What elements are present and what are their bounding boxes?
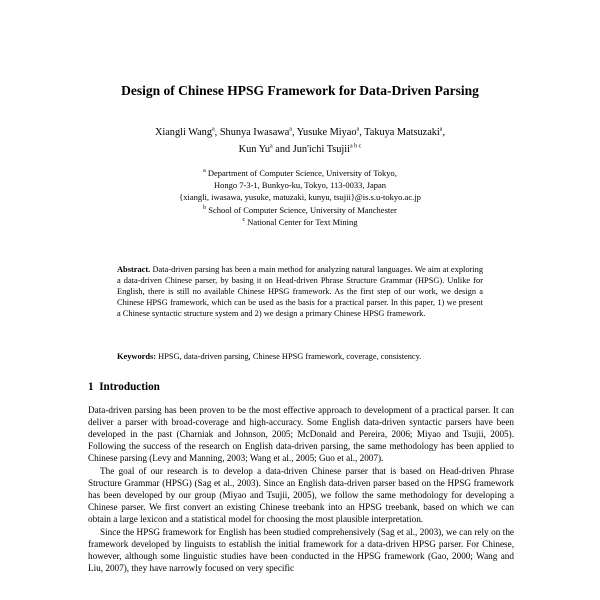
author-affiliation-mark: a: [270, 143, 273, 150]
affiliation-c: [0, 216, 600, 228]
affiliation-mark: c: [242, 216, 246, 223]
section-title: Introduction: [99, 381, 160, 393]
author-affiliation-mark: a: [211, 126, 215, 133]
author-separator: ,: [359, 127, 362, 138]
abstract-label: Abstract.: [117, 265, 151, 274]
abstract-text: Data-driven parsing has been a main method for analyzing natural languages. We aim at exploring a data-driven Chinese parser, by basing it on Head-driven Phrase Structure Grammar (HPSG). Unlike for English, there is still no available Chinese HPSG framework. As the first step of our work, we design a Chinese HPSG framework, which can be used as the basis for a practical parser. In this paper, 1) we present a Chinese syntactic structure system and 2) we design a primary Chinese HPSG framework.: [117, 265, 484, 319]
affiliation-text: National Center for Text Mining: [247, 216, 358, 227]
paragraph: Data-driven parsing has been proven to be the most effective approach to development of a practical parser. It can deliver a parser with broad-coverage and high-accuracy. Some English data-driven syntactic parsers have been developed in the past (Charniak and Johnson, 2005; McDonald and Pereira, 2006; Miyao and Tsujii, 2005). Following the success of the research on English data-driven parsing, the same methodology has been applied to Chinese parsing (Levy and Manning, 2003; Wang et al., 2005; Guo et al., 2007).: [88, 405, 514, 463]
affiliation-text: Department of Computer Science, University of Tokyo,: [207, 168, 397, 178]
author-name: Jun'ichi Tsujii: [292, 144, 351, 155]
affiliation-a: [0, 167, 600, 179]
keywords-label: Keywords:: [117, 352, 157, 361]
affiliation-address: Hongo 7-3-1, Bunkyo-ku, Tokyo, 113-0033, Japan: [214, 180, 386, 191]
author-affiliation-mark: a b c: [350, 143, 362, 150]
author-conjunction: and: [275, 144, 291, 155]
author-separator: ,: [214, 127, 218, 138]
paragraph: Since the HPSG framework for English has been studied comprehensively (Sag et al., 2003), we can rely on the framework developed by linguists to establish the initial framework for a data-driven HPSG parser. For Chinese, however, although some linguistic studies have been conducted in the HPSG framework (Gao, 2000; Wang and Liu, 2007), they have narrowly focused on very specific: [88, 527, 514, 573]
section-heading: [88, 381, 160, 393]
affiliation-text: School of Computer Science, University of Manchester: [208, 204, 397, 215]
author-line-1: [0, 124, 600, 141]
author-name: Kun Yu: [238, 144, 271, 155]
author-separator: ,: [291, 127, 295, 138]
author-name: Takuya Matsuzaki: [364, 127, 440, 138]
author-affiliation-mark: a: [356, 126, 360, 133]
affiliation-emails: {xiangli, iwasawa, yusuke, matuzaki, kunyu, tsujii}@is.s.u-tokyo.ac.jp: [179, 192, 421, 203]
affiliation-b: [0, 204, 600, 216]
author-list: [0, 124, 600, 158]
author-name: Shunya Iwasawa: [219, 127, 290, 138]
keywords-text: HPSG, data-driven parsing, Chinese HPSG framework, coverage, consistency.: [158, 352, 422, 361]
section-number: 1: [88, 381, 94, 393]
body-text: [88, 404, 514, 574]
author-name: Yusuke Miyao: [296, 127, 357, 138]
author-line-2: [0, 141, 600, 158]
affiliation-mark: b: [203, 204, 207, 211]
affiliations: [0, 167, 600, 228]
keywords: [117, 351, 497, 362]
abstract: [117, 264, 483, 319]
paragraph: The goal of our research is to develop a data-driven Chinese parser that is based on Head-driven Phrase Structure Grammar (HPSG) (Sag et al., 2003). Since an English data-driven parser based on the HPSG framework has been developed by our group (Miyao and Tsujii, 2005), we follow the same methodology for developing a Chinese parser. We first convert an existing Chinese treebank into an HPSG treebank, based on which we can obtain a large lexicon and a statistical model for choosing the most plausible interpretation.: [88, 466, 514, 524]
author-affiliation-mark: a: [289, 126, 292, 133]
paper-title: Design of Chinese HPSG Framework for Data-Driven Parsing: [121, 83, 479, 98]
author-separator: ,: [442, 127, 446, 138]
author-affiliation-mark: a: [439, 126, 443, 133]
author-name: Xiangli Wang: [154, 127, 212, 138]
affiliation-mark: a: [203, 168, 206, 175]
